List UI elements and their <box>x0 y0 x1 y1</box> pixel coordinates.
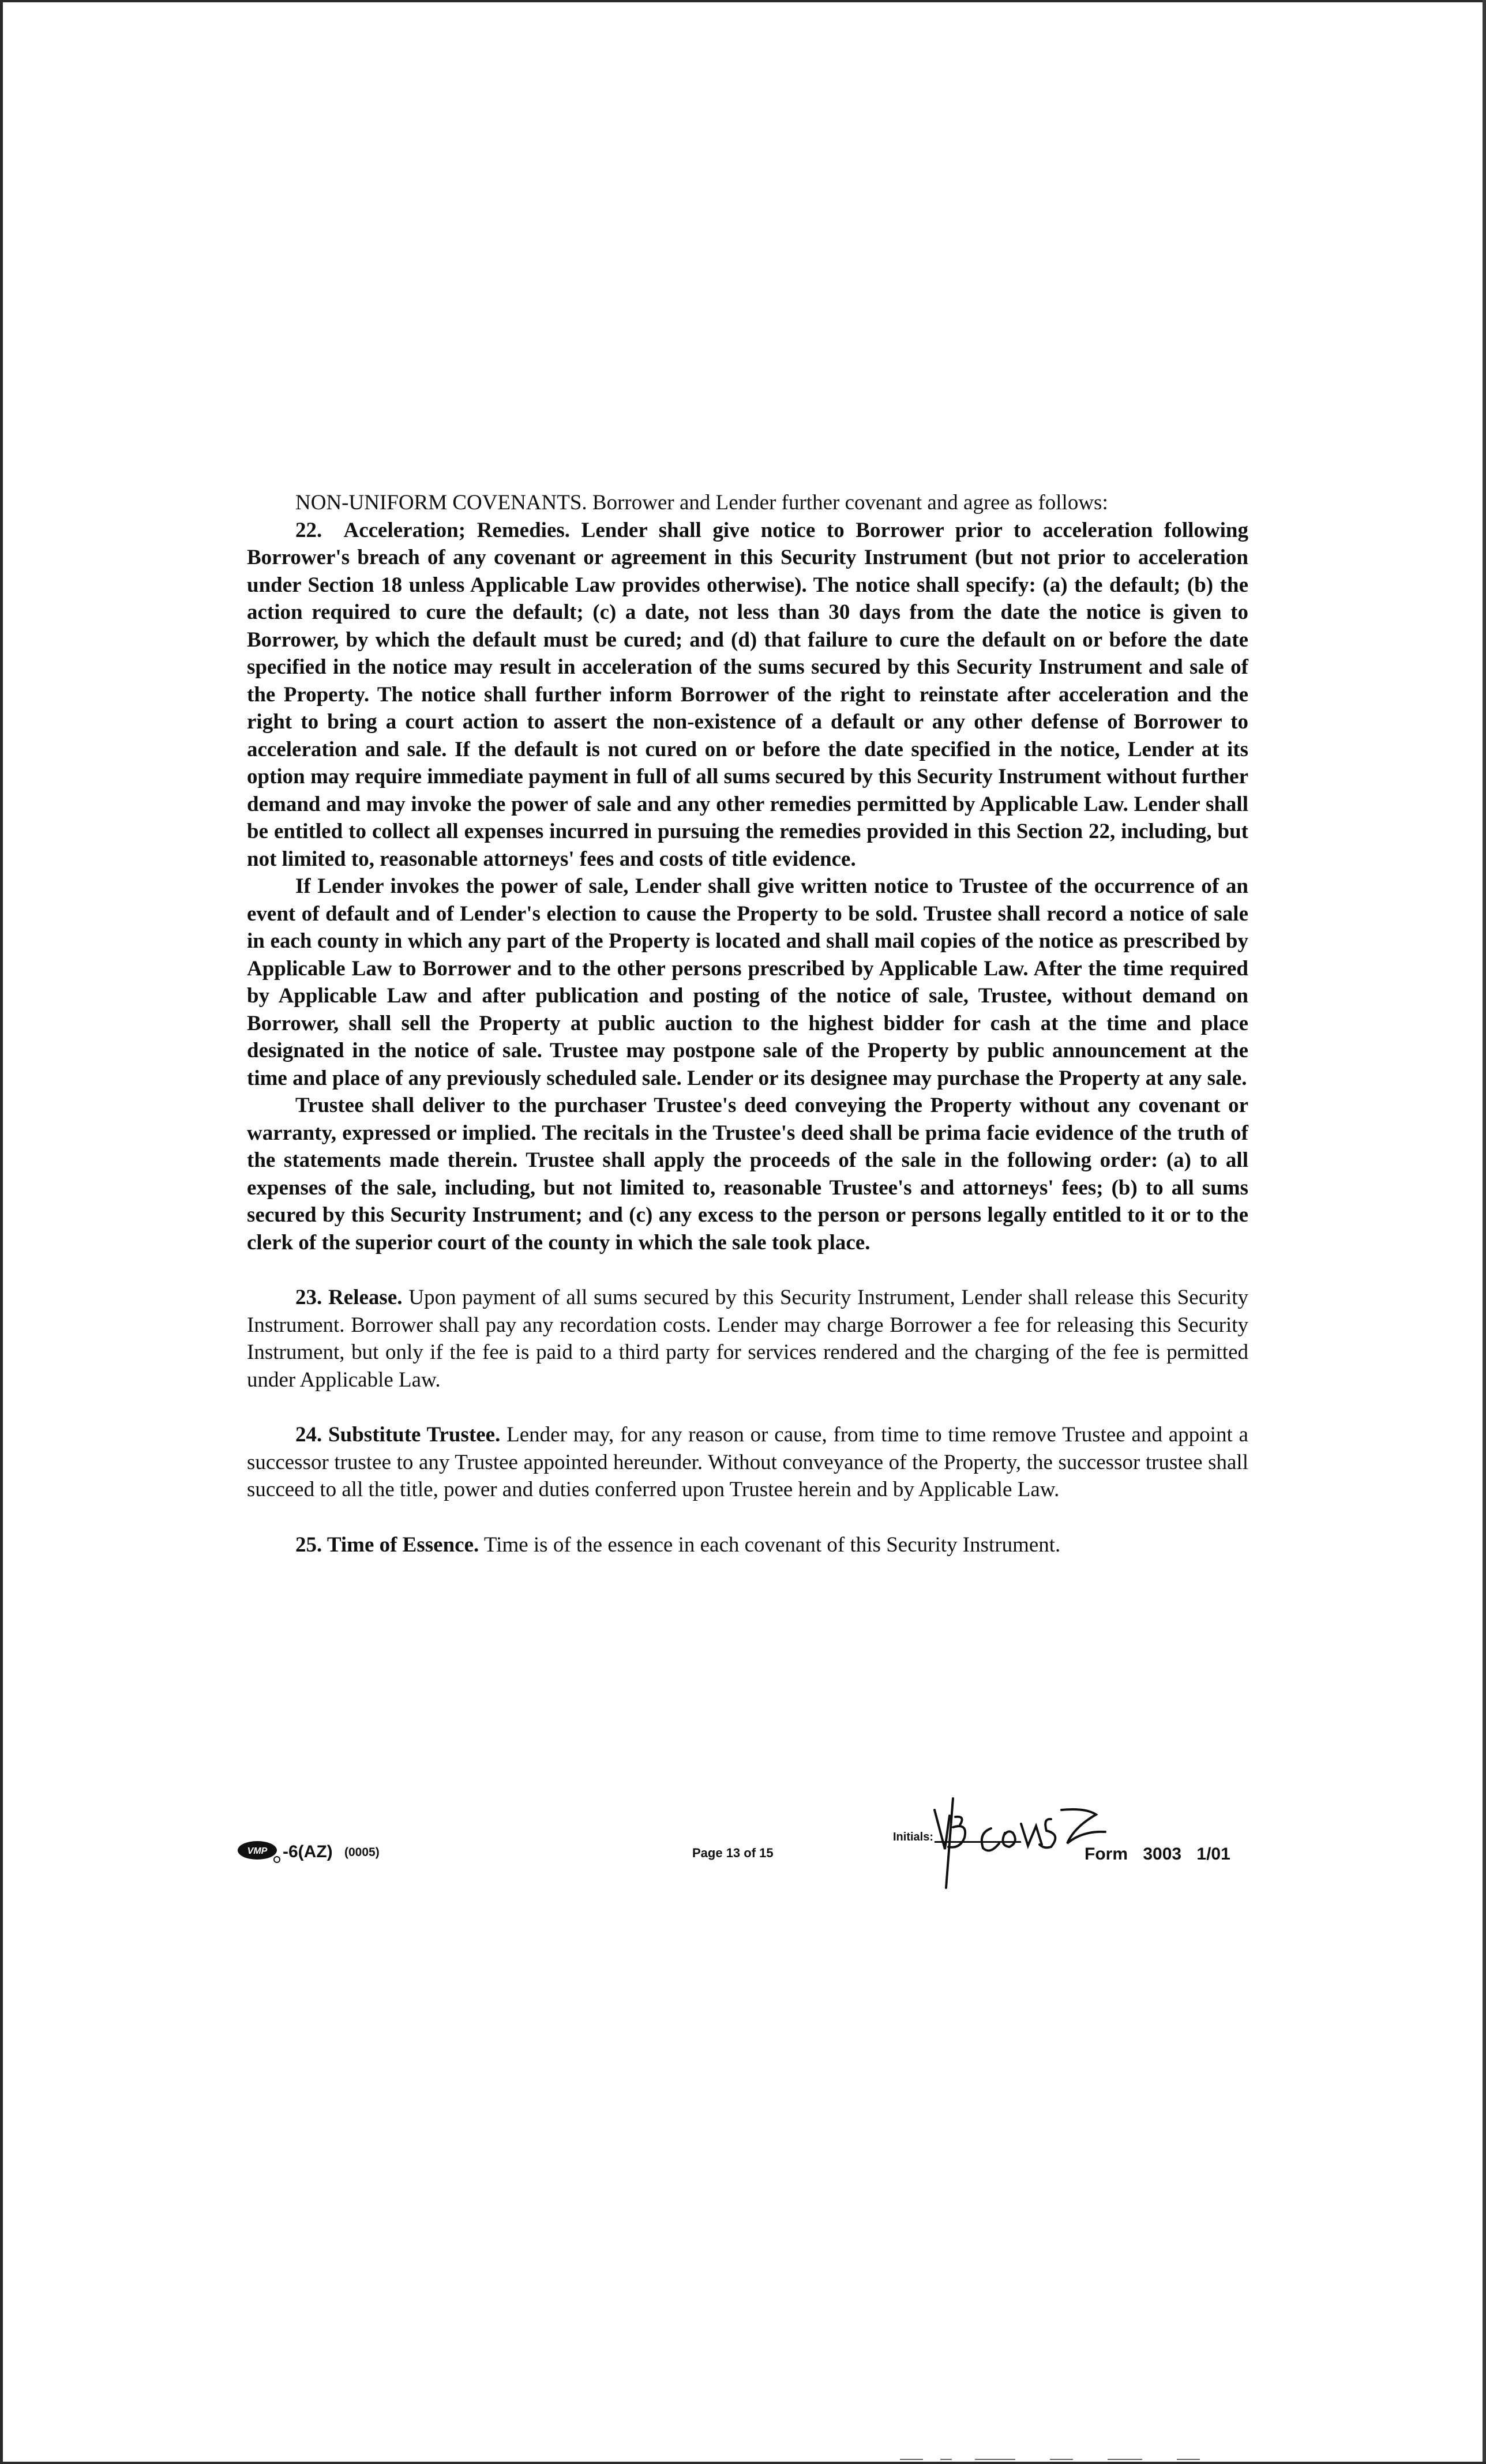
page-border-right <box>1483 0 1486 2464</box>
section-25-text: Time is of the essence in each covenant of this Security Instrument. <box>483 1533 1061 1557</box>
section-24-text: Lender may, for any reason or cause, from time to time remove Trustee and appoint a successor trustee to any Trustee appointed hereunder. Without conveyance of the Property, the successor trustee shall succeed to all the title, power and duties conferred upon Trustee herein and by Applicable Law. <box>247 1423 1248 1501</box>
section-22-paragraph-3: Trustee shall deliver to the purchaser Trustee's deed conveying the Property without any covenant or warranty, expressed or implied. The recitals in the Trustee's deed shall be prima facie evidence of the truth of the statements made therein. Trustee shall apply the proceeds of the sale in the following order: (a) to all expenses of the sale, including, but not limited to, reasonable Trustee's and attorneys' fees; (b) to all sums secured by this Security Instrument; and (c) any excess to the person or persons legally entitled to it or to the clerk of the superior court of the county in which the sale took place. <box>247 1094 1248 1254</box>
section-23-paragraph <box>247 1284 1248 1393</box>
intro-paragraph: NON-UNIFORM COVENANTS. Borrower and Lender further covenant and agree as follows: <box>295 491 1108 514</box>
section-22-paragraph-2: If Lender invokes the power of sale, Lender shall give written notice to Trustee of the occurrence of an event of default and of Lender's election to cause the Property to be sold. Trustee shall record a notice of sale in each county in which any part of the Property is located and shall mail copies of the notice as prescribed by Applicable Law to Borrower and to the other persons prescribed by Applicable Law. After the time required by Applicable Law and after publication and posting of the notice of sale, Trustee, without demand on Borrower, shall sell the Property at public auction to the highest bidder for cash at the time and place designated in the notice of sale. Trustee may postpone sale of the Property by public announcement at the time and place of any previously scheduled sale. Lender or its designee may purchase the Property at any sale. <box>247 874 1248 1090</box>
form-id: Form 3003 1/01 <box>1085 1845 1230 1864</box>
scan-artifact <box>900 2458 1223 2461</box>
spacer <box>247 1256 1248 1284</box>
page-number: Page 13 of 15 <box>692 1846 774 1860</box>
section-22-text: Lender shall give notice to Borrower prior to acceleration following Borrower's breach of any covenant or agreement in this Security Instrument (but not prior to acceleration under Section 18 unless Applicable Law provides otherwise). The notice shall specify: (a) the default; (b) the action required to cure the default; (c) a date, not less than 30 days from the date the notice is given to Borrower, by which the default must be cured; and (d) that failure to cure the default on or before the date specified in the notice may result in acceleration of the sums secured by this Security Instrument and sale of the Property. The notice shall further inform Borrower of the right to reinstate after acceleration and the right to bring a court action to assert the non-existence of a default or any other defense of Borrower to acceleration and sale. If the default is not cured on or before the date specified in the notice, Lender at its option may require immediate payment in full of all sums secured by this Security Instrument without further demand and may invoke the power of sale and any other remedies permitted by Applicable Law. Lender shall be entitled to collect all expenses incurred in pursuing the remedies provided in this Section 22, including, but not limited to, reasonable attorneys' fees and costs of title evidence. <box>247 518 1248 871</box>
section-23-text: Upon payment of all sums secured by this Security Instrument, Lender shall release this Security Instrument. Borrower shall pay any recordation costs. Lender may charge Borrower a fee for releasing this Security Instrument, but only if the fee is paid to a third party for services rendered and the charging of the fee is permitted under Applicable Law. <box>247 1286 1248 1392</box>
form-code-suffix: (0005) <box>344 1846 380 1859</box>
page-border-bottom <box>0 2462 1486 2464</box>
section-24-heading: 24. Substitute Trustee. <box>295 1423 501 1447</box>
document-body <box>247 489 1248 1558</box>
section-22-heading: Acceleration; Remedies. <box>343 518 571 542</box>
spacer <box>247 1504 1248 1531</box>
section-25-heading: 25. Time of Essence. <box>295 1533 479 1557</box>
initials-label: Initials: <box>893 1831 934 1843</box>
section-25-paragraph <box>247 1531 1248 1559</box>
logo-text: VMP <box>247 1846 268 1856</box>
vmp-logo-icon <box>237 1840 282 1863</box>
section-22-number: 22. <box>295 518 322 542</box>
section-23-heading: 23. Release. <box>295 1286 403 1309</box>
page-border-left <box>0 0 3 2464</box>
initials-signature-icon <box>923 1793 1131 1891</box>
spacer <box>247 1393 1248 1421</box>
section-24-paragraph <box>247 1421 1248 1504</box>
page-footer <box>0 1827 1486 1896</box>
section-22-paragraph-1 <box>247 517 1248 873</box>
form-code: -6(AZ) <box>283 1842 333 1861</box>
page-border-top <box>0 0 1486 2</box>
